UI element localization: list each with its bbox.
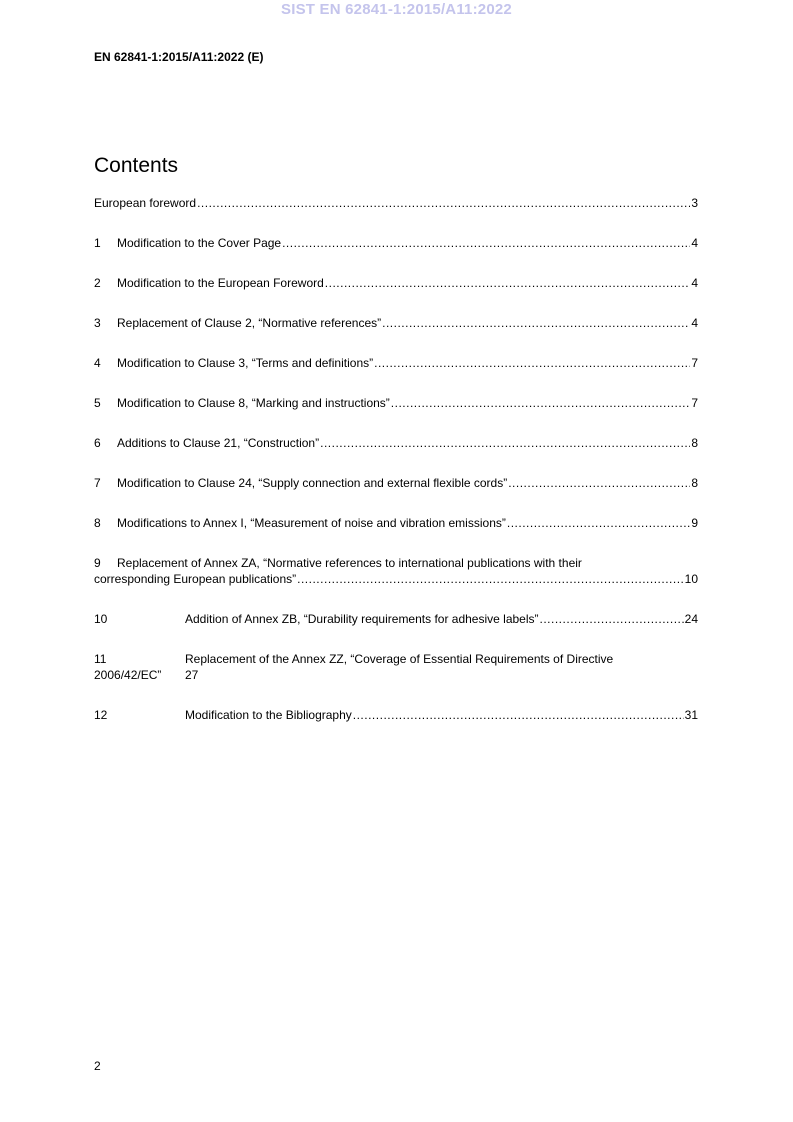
toc-leader-dots [353,707,684,723]
toc-entry-page: 8 [691,476,698,490]
toc-entry-title-continued: corresponding European publications” [94,572,297,586]
toc-entry-title: Addition of Annex ZB, “Durability requirements for adhesive labels” [185,612,539,626]
toc-entry-11-line2[interactable] [94,667,198,683]
toc-entry-3[interactable] [94,315,698,331]
toc-entry-number: 1 [94,236,101,250]
toc-entry-12[interactable] [94,707,698,723]
toc-entry-page: 27 [185,668,199,682]
toc-entry-9-line2[interactable] [94,571,698,587]
page-number: 2 [94,1059,101,1073]
toc-entry-number: 6 [94,436,101,450]
toc-entry-page: 3 [691,196,698,210]
contents-heading: Contents [94,154,179,177]
toc-entry-title: Additions to Clause 21, “Construction” [117,436,320,450]
toc-entry-page: 9 [691,516,698,530]
toc-entry-title-continued: 2006/42/EC” [94,668,162,682]
watermark: SIST EN 62841-1:2015/A11:2022 [281,1,512,18]
toc-entry-page: 4 [691,276,698,290]
toc-entry-1[interactable] [94,235,698,251]
toc-leader-dots [508,475,690,491]
toc-entry-4[interactable] [94,355,698,371]
toc-entry-number: 8 [94,516,101,530]
toc-entry-title: European foreword [94,196,197,210]
toc-leader-dots [320,435,690,451]
toc-entry-number: 12 [94,708,108,722]
toc-entry-number: 4 [94,356,101,370]
toc-leader-dots [540,611,684,627]
toc-entry-title: Replacement of the Annex ZZ, “Coverage of Essential Requirements of Directive [185,652,614,666]
toc-entry-7[interactable] [94,475,698,491]
toc-leader-dots [325,275,691,291]
toc-entry-page: 8 [691,436,698,450]
toc-entry-number: 2 [94,276,101,290]
toc-leader-dots [391,395,691,411]
toc-entry-title: Modifications to Annex I, “Measurement of noise and vibration emissions” [117,516,506,530]
toc-entry-number: 11 [94,652,107,666]
toc-entry-page: 4 [691,236,698,250]
toc-leader-dots [297,571,684,587]
toc-entry-page: 4 [691,316,698,330]
document-reference: EN 62841-1:2015/A11:2022 (E) [94,50,264,64]
toc-entry-6[interactable] [94,435,698,451]
toc-entry-foreword[interactable] [94,195,698,211]
toc-entry-5[interactable] [94,395,698,411]
toc-entry-title: Modification to Clause 3, “Terms and definitions” [117,356,374,370]
toc-entry-9-line1[interactable] [94,555,582,571]
toc-entry-number: 3 [94,316,101,330]
toc-entry-title: Replacement of Clause 2, “Normative references” [117,316,382,330]
toc-entry-8[interactable] [94,515,698,531]
toc-entry-title: Modification to the Bibliography [185,708,352,722]
toc-entry-number: 5 [94,396,101,410]
toc-entry-10[interactable] [94,611,698,627]
toc-entry-number: 7 [94,476,101,490]
toc-leader-dots [197,195,690,211]
toc-leader-dots [507,515,690,531]
toc-leader-dots [282,235,690,251]
toc-entry-page: 7 [691,396,698,410]
toc-entry-11-line1[interactable] [94,651,613,667]
toc-entry-title: Modification to Clause 24, “Supply connection and external flexible cords” [117,476,508,490]
toc-entry-page: 10 [684,572,698,586]
toc-entry-number: 9 [94,556,101,570]
toc-entry-title: Modification to the European Foreword [117,276,324,290]
toc-entry-title: Modification to Clause 8, “Marking and instructions” [117,396,390,410]
toc-entry-2[interactable] [94,275,698,291]
toc-entry-title: Modification to the Cover Page [117,236,282,250]
toc-entry-page: 24 [684,612,698,626]
toc-entry-number: 10 [94,612,108,626]
toc-entry-page: 31 [684,708,698,722]
toc-leader-dots [374,355,690,371]
toc-leader-dots [382,315,690,331]
toc-entry-title: Replacement of Annex ZA, “Normative references to international publications with their [117,556,582,570]
toc-entry-page: 7 [691,356,698,370]
